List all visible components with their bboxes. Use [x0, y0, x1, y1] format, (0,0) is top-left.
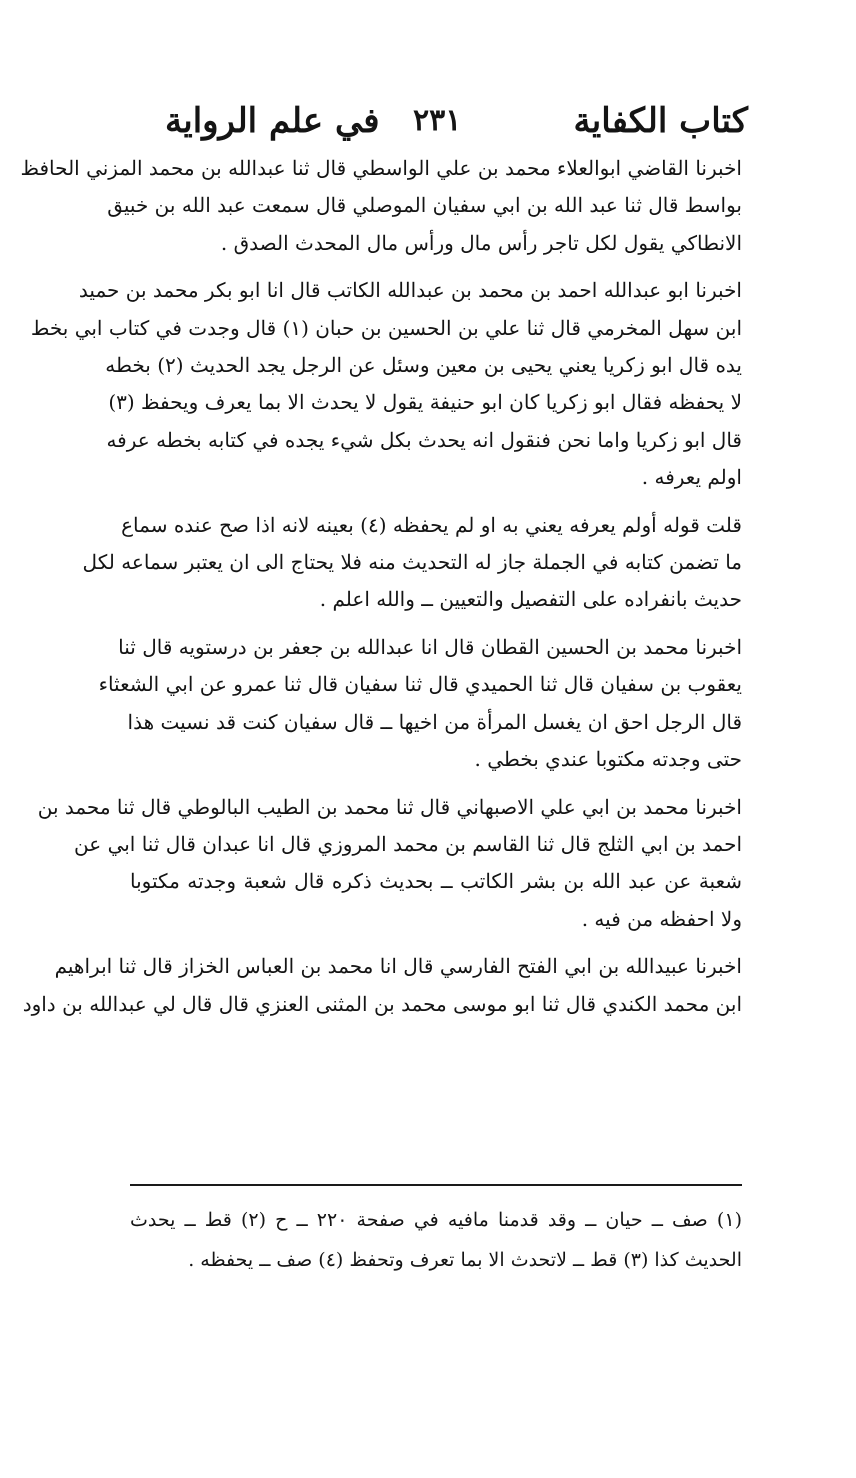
- footnotes: [130, 1200, 742, 1280]
- text-line: قال الرجل احق ان يغسل المرأة من اخيها ــ قال سفيان كنت قد نسيت هذا: [127, 709, 742, 734]
- footnote-line: الحديث كذا (٣) قط ــ لاتحدث الا بما تعرف وتحفظ (٤) صف ــ يحفظه .: [188, 1249, 742, 1271]
- text-line: ابن سهل المخرمي قال ثنا علي بن الحسين بن حبان (١) قال وجدت في كتاب ابي بخط: [30, 315, 742, 340]
- text-line: يده قال ابو زكريا يعني يحيى بن معين وسئل عن الرجل يجد الحديث (٢) بخطه: [105, 353, 742, 378]
- text-line: لا يحفظه فقال ابو زكريا كان ابو حنيفة يقول لا يحدث الا بما يعرف ويحفظ (٣): [108, 390, 742, 415]
- footnote-line: (١) صف ــ حيان ــ وقد قدمنا مافيه في صفحة ٢٢٠ ــ ح (٢) قط ــ يحدث: [130, 1209, 742, 1231]
- text-line: ولا احفظه من فيه .: [581, 906, 742, 931]
- text-line: شعبة عن عبد الله بن بشر الكاتب ــ بحديث ذكره قال شعبة وجدته مكتوبا: [130, 869, 742, 894]
- book-subtitle: في علم الرواية: [165, 101, 380, 141]
- text-line: اخبرنا ابو عبدالله احمد بن محمد بن عبدالله الكاتب قال انا ابو بكر محمد بن حميد: [78, 278, 742, 303]
- text-line: اخبرنا محمد بن الحسين القطان قال انا عبدالله بن جعفر بن درستويه قال ثنا: [118, 634, 742, 659]
- text-line: قلت قوله أولم يعرفه يعني به او لم يحفظه (٤) بعينه لانه اذا صح عنده سماع: [121, 512, 742, 537]
- text-line: اخبرنا عبيدالله بن ابي الفتح الفارسي قال انا محمد بن العباس الخزاز قال ثنا ابراهيم: [54, 954, 742, 979]
- paragraph: [22, 948, 742, 1023]
- book-title: كتاب الكفاية: [573, 101, 748, 141]
- page-number: ٢٣١: [413, 103, 462, 138]
- text-line: اخبرنا محمد بن ابي علي الاصبهاني قال ثنا محمد بن الطيب البالوطي قال ثنا محمد بن: [37, 794, 742, 819]
- text-line: يعقوب بن سفيان قال ثنا الحميدي قال ثنا سفيان قال ثنا عمرو عن ابي الشعثاء: [98, 672, 742, 697]
- paragraph: [82, 507, 742, 619]
- text-line: اخبرنا القاضي ابوالعلاء محمد بن علي الواسطي قال ثنا عبدالله بن محمد المزني الحافظ: [20, 156, 742, 180]
- text-line: ابن محمد الكندي قال ثنا ابو موسى محمد بن المثنى العنزي قال قال لي عبدالله بن داود: [22, 991, 742, 1016]
- main-text: [20, 150, 742, 1023]
- text-line: حتى وجدته مكتوبا عندي بخطي .: [474, 747, 742, 772]
- text-line: حديث بانفراده على التفصيل والتعيين ــ والله اعلم .: [319, 587, 742, 612]
- footnote-divider: [130, 1184, 742, 1186]
- paragraph: [37, 789, 742, 939]
- text-line: قال ابو زكريا واما نحن فنقول انه يحدث بكل شيء يجده في كتابه بخطه عرفه: [106, 427, 742, 452]
- text-line: احمد بن ابي الثلج قال ثنا القاسم بن محمد المروزي قال انا عبدان قال ثنا ابي عن: [74, 831, 742, 856]
- paragraph: [30, 272, 742, 496]
- page-header: [165, 96, 748, 156]
- paragraph: [98, 629, 742, 779]
- text-line: ما تضمن كتابه في الجملة جاز له التحديث منه فلا يحتاج الى ان يعتبر سماعه لكل: [82, 550, 742, 575]
- paragraph: [20, 150, 742, 262]
- text-line: الانطاكي يقول لكل تاجر رأس مال ورأس مال المحدث الصدق .: [220, 230, 742, 255]
- text-line: بواسط قال ثنا عبد الله بن ابي سفيان الموصلي قال سمعت عبد الله بن خبيق: [107, 193, 742, 218]
- text-line: اولم يعرفه .: [641, 465, 742, 490]
